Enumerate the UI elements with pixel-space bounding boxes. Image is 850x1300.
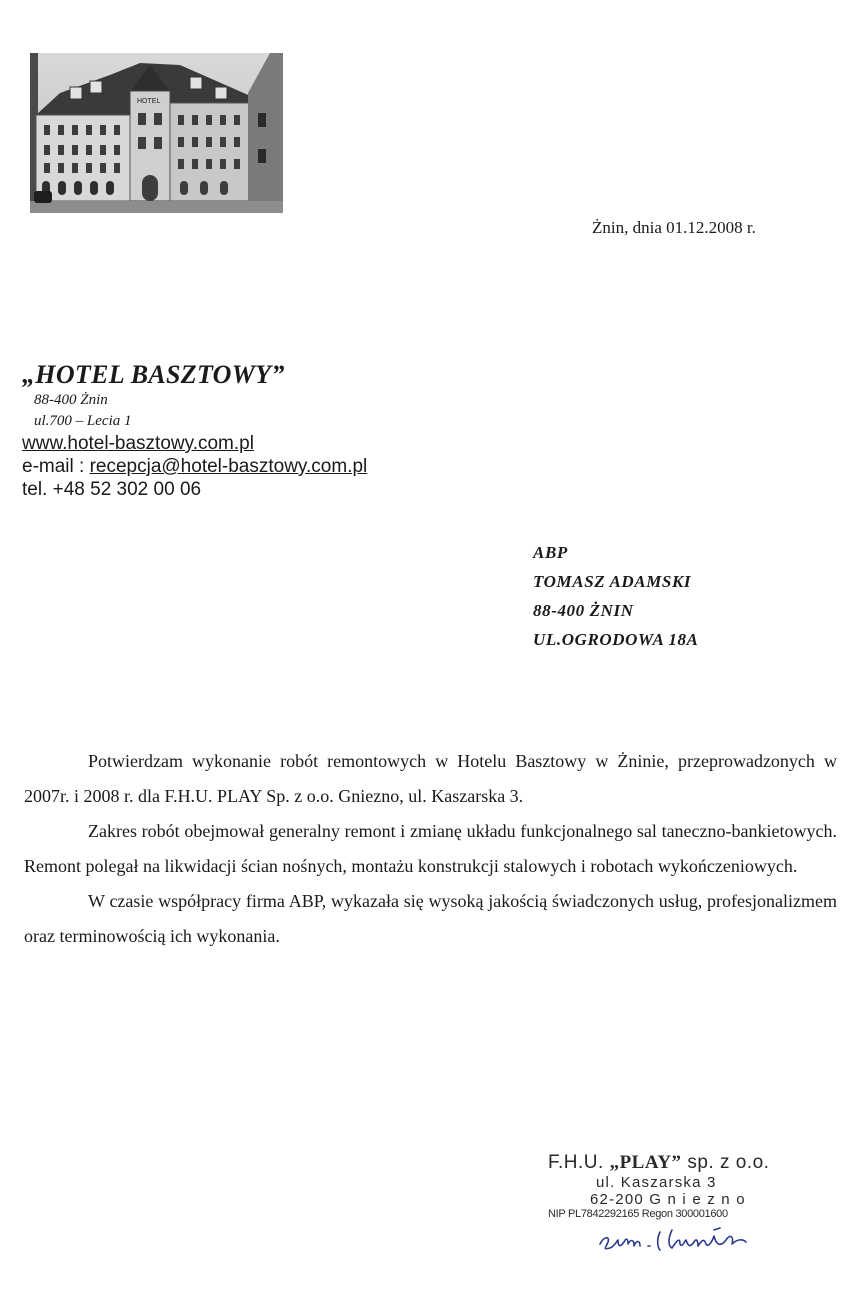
date-line: Żnin, dnia 01.12.2008 r. [592, 218, 756, 237]
email-label: e-mail : [22, 456, 90, 477]
stamp-suffix: sp. z o.o. [681, 1152, 770, 1173]
hotel-photo [30, 53, 283, 213]
signature-graphic [596, 1222, 776, 1258]
sender-street: ul.700 – Lecia 1 [34, 413, 132, 429]
handwritten-signature [596, 1222, 776, 1263]
email-link[interactable]: recepcja@hotel-basztowy.com.pl [89, 456, 368, 477]
phone-line: tel. +48 52 302 00 06 [22, 479, 202, 500]
letter-body [24, 744, 837, 954]
hotel-name: „HOTEL BASZTOWY” [22, 360, 285, 389]
stamp-brand: „PLAY” [609, 1152, 682, 1173]
sender-postal: 88-400 Żnin [34, 392, 108, 408]
body-paragraph-3: W czasie współpracy firma ABP, wykazała się wysoką jakością świadczonych usług, profesjonalizmem oraz terminowością ich wykonania. [24, 891, 837, 946]
company-stamp [548, 1152, 808, 1220]
stamp-tax-ids: NIP PL7842292165 Regon 300001600 [548, 1208, 728, 1220]
svg-text:HOTEL: HOTEL [137, 98, 161, 105]
sender-block [22, 360, 367, 501]
hotel-building-image [30, 53, 283, 213]
recipient-person: TOMASZ ADAMSKI [533, 572, 692, 591]
stamp-city: 62-200 G n i e z n o [590, 1191, 746, 1208]
recipient-postal: 88-400 ŻNIN [533, 601, 634, 620]
stamp-company-name [548, 1152, 808, 1174]
body-paragraph-2: Zakres robót obejmował generalny remont i zmianę układu funkcjonalnego sal taneczno-bankietowych. Remont polegał na likwidacji ścian nośnych, montażu konstrukcji stalowych i robotach wykończeniowych. [24, 821, 837, 876]
recipient-street: UL.OGRODOWA 18A [533, 630, 699, 649]
recipient-block [533, 538, 698, 654]
email-line [22, 455, 367, 478]
stamp-prefix: F.H.U. [548, 1152, 610, 1173]
hotel-website-link[interactable]: www.hotel-basztowy.com.pl [22, 433, 254, 454]
stamp-street: ul. Kaszarska 3 [596, 1174, 717, 1191]
body-paragraph-1: Potwierdzam wykonanie robót remontowych w Hotelu Basztowy w Żninie, przeprowadzonych w 2007r. i 2008 r. dla F.H.U. PLAY Sp. z o.o. Gniezno, ul. Kaszarska 3. [24, 751, 837, 806]
recipient-company: ABP [533, 543, 568, 562]
